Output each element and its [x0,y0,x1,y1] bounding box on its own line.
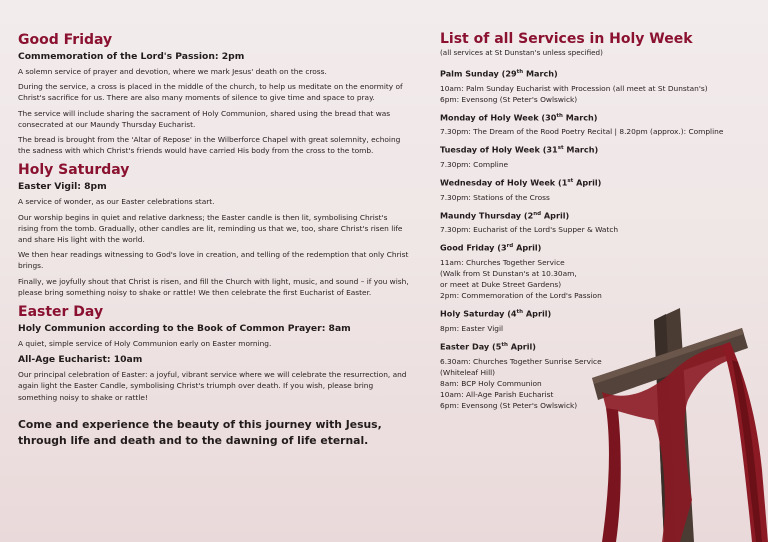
services-note: (all services at St Dunstan's unless specified) [440,48,603,57]
paragraph: A solemn service of prayer and devotion, where we mark Jesus' death on the cross. [18,67,327,76]
good-friday-heading: Good Friday [18,32,113,48]
paragraph: Our principal celebration of Easter: a joyful, vibrant service where we will celebrate the resurrection, and again light the Easter Candle, symbolising Christ's triumph over death. If you wish, please bring something noisy to shake or rattle! [18,370,407,402]
paragraph: Our worship begins in quiet and relative darkness; the Easter candle is then lit, symbolising Christ's rising from the tomb. Gradually, other candles are lit, reminding us that we, too, share Christ's risen life and share His light with the world. [18,212,403,245]
service-line: 6.30am: Churches Together Sunrise Service [440,356,602,366]
service-day [440,111,755,138]
service-line: 7.30pm: Eucharist of the Lord's Supper & Watch [440,225,619,235]
services-list-title: List of all Services in Holy Week [440,31,693,47]
left-column [18,30,410,449]
good-friday-subheading: Commemoration of the Lord's Passion: 2pm [18,51,245,62]
all-age-subheading: All-Age Eucharist: 10am [18,354,143,366]
cross-illustration [592,300,768,542]
service-line: 7.30pm: Stations of the Cross [440,192,550,202]
paragraph: We then hear readings witnessing to God's love in creation, and telling of the redemption that only Christ brings. [18,250,409,271]
service-day-heading: Good Friday (3rd April) [440,243,542,254]
service-day [440,143,755,170]
service-day-heading: Easter Day (5th April) [440,341,537,352]
service-day [440,209,755,236]
service-day-heading: Maundy Thursday (2nd April) [440,210,570,221]
service-line: 11am: Churches Together Service [440,258,565,268]
holy-saturday-subheading: Easter Vigil: 8pm [18,181,107,193]
holy-saturday-heading: Holy Saturday [18,162,130,179]
service-line: 6pm: Evensong (St Peter's Owlswick) [440,400,578,410]
service-line: 7.30pm: The Dream of the Rood Poetry Recital | 8.20pm (approx.): Compline [440,127,724,137]
paragraph: The service will include sharing the sacrament of Holy Communion, shared using the bread that was consecrated at our Maundy Thursday Eucharist. [18,108,391,129]
service-line: (Walk from St Dunstan's at 10.30am, [440,269,577,279]
service-line: 10am: All-Age Parish Eucharist [440,389,554,399]
easter-day-heading: Easter Day [18,304,104,321]
easter-day-section [18,302,410,403]
service-day [440,241,755,301]
holy-saturday-section [18,160,410,298]
service-day-heading: Palm Sunday (29th March) [440,68,558,79]
paragraph: A quiet, simple service of Holy Communion early on Easter morning. [18,339,272,349]
service-day [440,176,755,203]
paragraph: A service of wonder, as our Easter celebrations start. [18,197,215,207]
service-day-heading: Wednesday of Holy Week (1st April) [440,177,602,188]
service-line: 7.30pm: Compline [440,160,509,170]
service-line: 2pm: Commemoration of the Lord's Passion [440,291,602,301]
closing-statement: Come and experience the beauty of this journey with Jesus, through life and death and to the dawning of life eternal. [18,417,382,447]
service-line: 6pm: Evensong (St Peter's Owlswick) [440,94,578,104]
service-line: 8am: BCP Holy Communion [440,378,542,388]
paragraph: Finally, we joyfully shout that Christ is risen, and fill the Church with light, music, and sound – if you wish, please bring something noisy to shake or rattle! We then celebrate the first Eucharist of Easter. [18,276,409,297]
service-day [440,67,755,105]
paragraph: The bread is brought from the 'Altar of Repose' in the Wilberforce Chapel with great solemnity, echoing the sadness with which Christ's friends would have carried His body from the cross to the tomb. [18,135,401,156]
service-day-heading: Tuesday of Holy Week (31st March) [440,145,599,156]
good-friday-section [18,30,410,156]
service-line: 10am: Palm Sunday Eucharist with Procession (all meet at St Dunstan's) [440,83,708,93]
service-line: or meet at Duke Street Gardens) [440,280,562,290]
service-day-heading: Holy Saturday (4th April) [440,308,552,319]
service-line: 8pm: Easter Vigil [440,323,504,333]
service-line: (Whiteleaf Hill) [440,367,496,377]
service-day-heading: Monday of Holy Week (30th March) [440,112,598,123]
bcp-subheading: Holy Communion according to the Book of Common Prayer: 8am [18,323,351,335]
paragraph: During the service, a cross is placed in the middle of the church, to help us meditate on the enormity of Christ's sacrifice for us. There are also many moments of silence to give time and space to pray. [18,82,403,103]
